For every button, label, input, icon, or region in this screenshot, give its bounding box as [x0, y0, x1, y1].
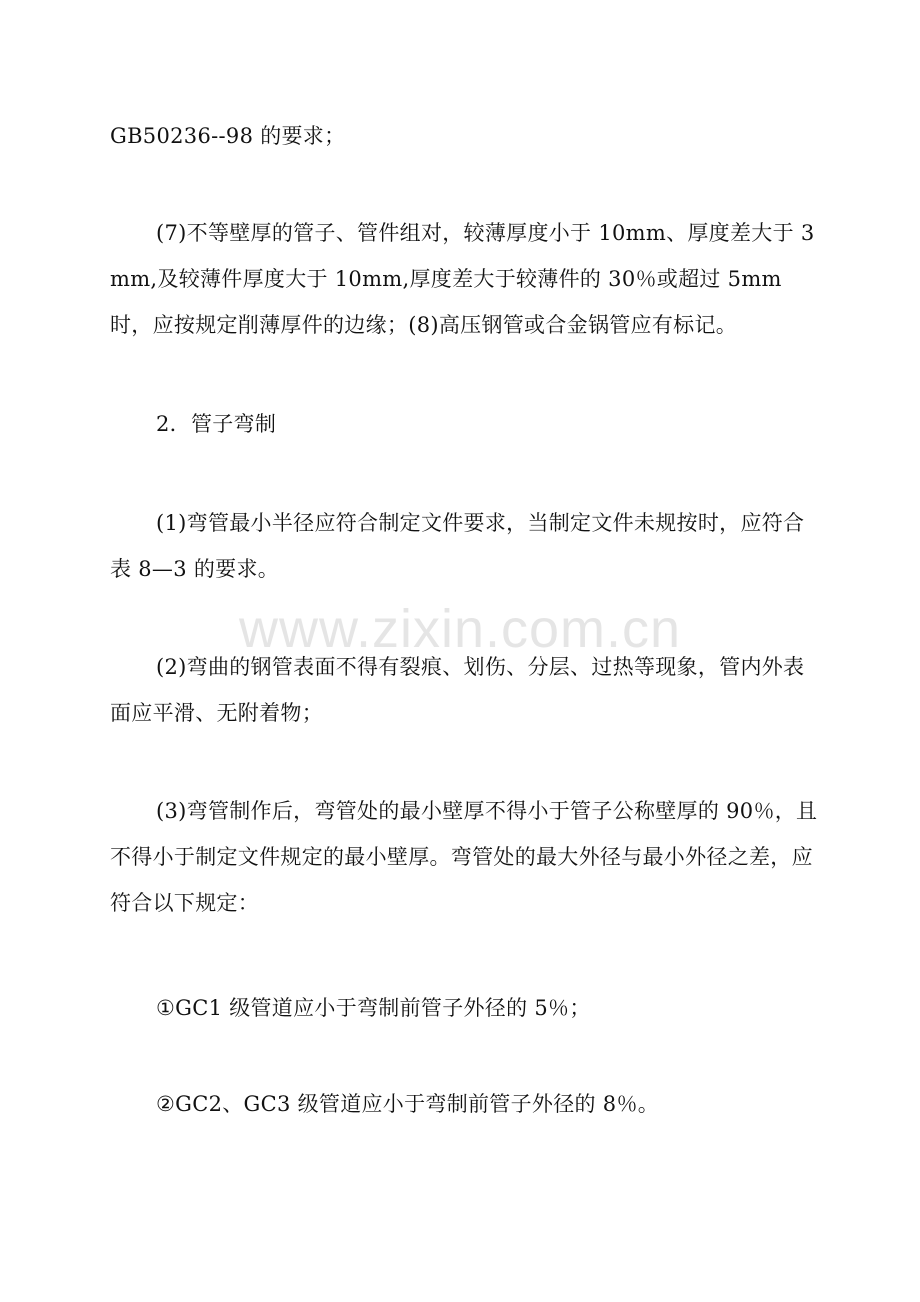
paragraph-item-7-8: (7)不等壁厚的管子、管件组对，较薄厚度小于 10mm、厚度差大于 3mm,及较薄件厚度大于 10mm,厚度差大于较薄件的 30％或超过 5mm 时，应按规定削薄厚件的边缘；(8)高压钢管或合金锅管应有标记。 — [110, 221, 815, 337]
section-heading-pipe-bending: 2．管子弯制 — [156, 412, 277, 436]
paragraph-item-1: (1)弯管最小半径应符合制定文件要求，当制定文件未规按时，应符合表 8—3 的要求。 — [110, 511, 805, 581]
paragraph-rule-gc1: ①GC1 级管道应小于弯制前管子外径的 5％； — [156, 996, 591, 1020]
watermark-text: www.zixin.com.cn — [238, 599, 682, 659]
paragraph-rule-gc2-gc3: ②GC2、GC3 级管道应小于弯制前管子外径的 8％。 — [156, 1092, 660, 1116]
paragraph-standard-reference: GB50236--98 的要求； — [110, 124, 346, 148]
paragraph-item-2: (2)弯曲的钢管表面不得有裂痕、划伤、分层、过热等现象，管内外表面应平滑、无附着物； — [110, 655, 805, 725]
paragraph-item-3: (3)弯管制作后，弯管处的最小壁厚不得小于管子公称壁厚的 90％，且不得小于制定文件规定的最小壁厚。弯管处的最大外径与最小外径之差，应符合以下规定： — [110, 799, 818, 915]
